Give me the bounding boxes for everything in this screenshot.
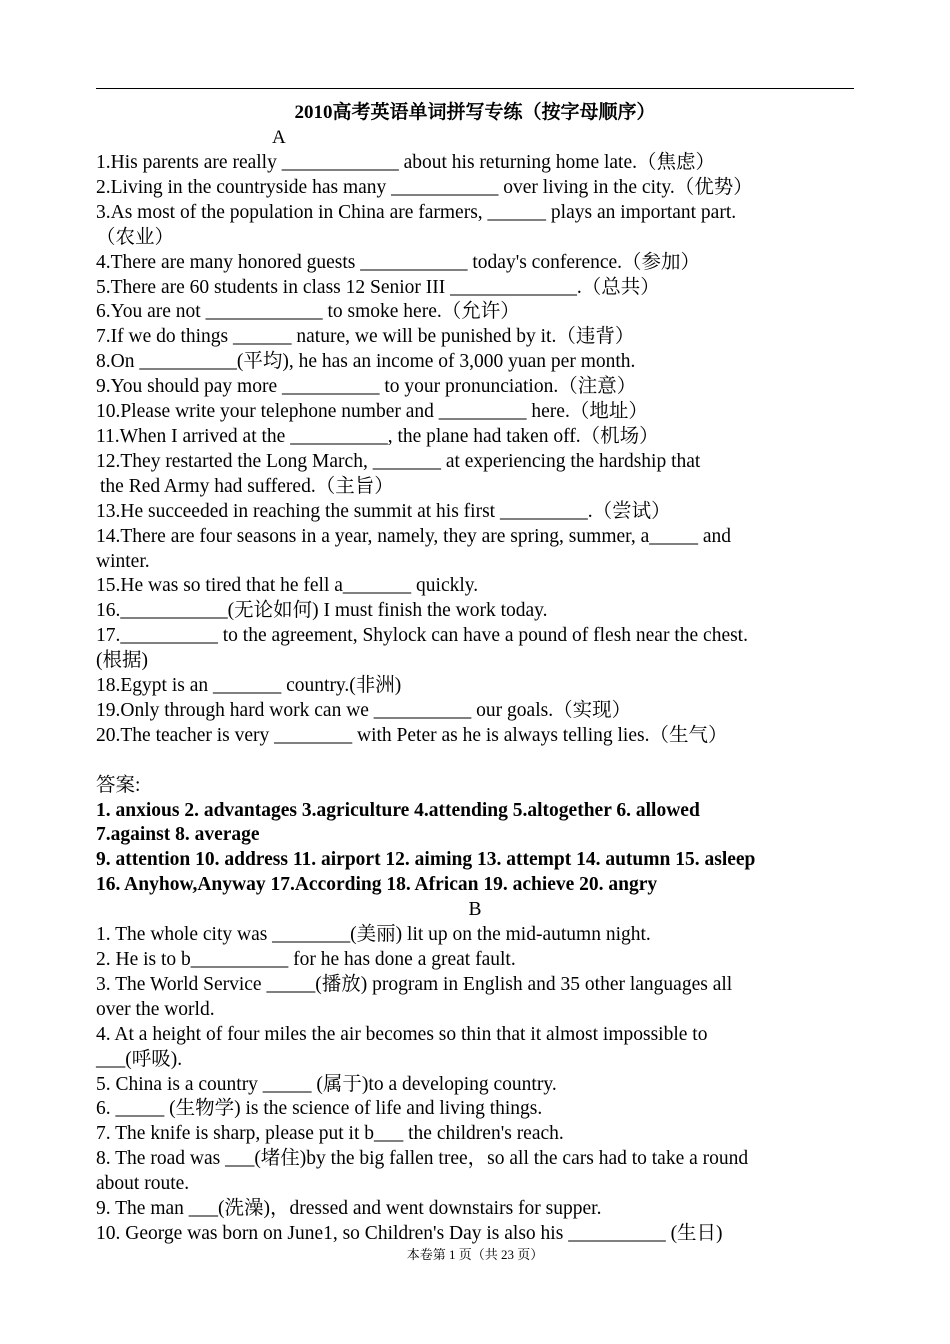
answers-line-1: 1. anxious 2. advantages 3.agriculture 4.attending 5.altogether 6. allowed — [96, 799, 700, 821]
spacer — [96, 749, 854, 774]
question-a-8: 8.On __________(平均), he has an income of 3,000 yuan per month. — [96, 351, 636, 373]
question-b-9: 9. The man ___(洗澡)，dressed and went downstairs for supper. — [96, 1198, 602, 1220]
question-a-18: 18.Egypt is an _______ country.(非洲) — [96, 675, 402, 697]
question-b-3-cont: over the world. — [96, 998, 215, 1020]
question-a-12: 12.They restarted the Long March, _______ at experiencing the hardship that — [96, 450, 701, 472]
question-b-8: 8. The road was ___(堵住)by the big fallen tree，so all the cars had to take a round — [96, 1148, 749, 1170]
question-b-3: 3. The World Service _____(播放) program in English and 35 other languages all — [96, 973, 733, 995]
question-a-2: 2.Living in the countryside has many ___________ over living in the city.（优势） — [96, 176, 753, 198]
question-b-10: 10. George was born on June1, so Children's Day is also his __________ (生日) — [96, 1222, 723, 1244]
question-a-5: 5.There are 60 students in class 12 Senior III _____________.（总共） — [96, 276, 660, 298]
document-title: 2010高考英语单词拼写专练（按字母顺序） — [294, 102, 656, 123]
question-a-15: 15.He was so tired that he fell a_______ quickly. — [96, 575, 479, 597]
page-footer: 本卷第 1 页（共 23 页） — [406, 1247, 544, 1262]
question-a-7: 7.If we do things ______ nature, we will be punished by it.（违背） — [96, 326, 635, 348]
document-body — [96, 151, 854, 1247]
question-a-17-hint: (根据) — [96, 650, 148, 672]
question-b-4-cont: ___(呼吸). — [96, 1048, 183, 1070]
question-b-4: 4. At a height of four miles the air becomes so thin that it almost impossible to — [96, 1023, 708, 1045]
question-b-1: 1. The whole city was ________(美丽) lit up on the mid-autumn night. — [96, 924, 651, 946]
question-a-16: 16.___________(无论如何) I must finish the work today. — [96, 600, 548, 622]
question-a-12-cont: the Red Army had suffered.（主旨） — [100, 475, 394, 497]
question-a-13: 13.He succeeded in reaching the summit at his first _________.（尝试） — [96, 500, 671, 522]
question-a-14-cont: winter. — [96, 550, 150, 572]
question-a-11: 11.When I arrived at the __________, the plane had taken off.（机场） — [96, 425, 659, 447]
question-a-10: 10.Please write your telephone number and _________ here.（地址） — [96, 401, 648, 423]
question-a-14: 14.There are four seasons in a year, namely, they are spring, summer, a_____ and — [96, 525, 732, 547]
answers-line-3: 9. attention 10. address 11. airport 12. aiming 13. attempt 14. autumn 15. asleep — [96, 849, 756, 871]
answers-line-4: 16. Anyhow,Anyway 17.According 18. African 19. achieve 20. angry — [96, 874, 658, 896]
question-a-20: 20.The teacher is very ________ with Peter as he is always telling lies.（生气） — [96, 724, 728, 746]
section-a-heading: A — [272, 127, 286, 148]
question-a-4: 4.There are many honored guests ___________ today's conference.（参加） — [96, 251, 701, 273]
question-b-2: 2. He is to b__________ for he has done a great fault. — [96, 948, 516, 970]
question-a-1: 1.His parents are really ____________ about his returning home late.（焦虑） — [96, 152, 715, 173]
question-a-6: 6.You are not ____________ to smoke here.（允许） — [96, 301, 520, 323]
question-a-17: 17.__________ to the agreement, Shylock can have a pound of flesh near the chest. — [96, 625, 748, 647]
question-a-9: 9.You should pay more __________ to your pronunciation.（注意） — [96, 376, 637, 398]
question-a-19: 19.Only through hard work can we __________ our goals.（实现） — [96, 699, 632, 721]
section-b-heading: B — [468, 899, 482, 921]
question-b-6: 6. _____ (生物学) is the science of life and living things. — [96, 1098, 543, 1120]
header-rule — [96, 88, 854, 89]
answers-line-2: 7.against 8. average — [96, 824, 260, 846]
question-a-3: 3.As most of the population in China are farmers, ______ plays an important part. — [96, 201, 737, 223]
question-b-8-cont: about route. — [96, 1173, 190, 1195]
answers-label: 答案: — [96, 774, 141, 796]
question-a-3-hint: （农业） — [96, 226, 175, 248]
question-b-7: 7. The knife is sharp, please put it b___ the children's reach. — [96, 1123, 564, 1145]
question-b-5: 5. China is a country _____ (属于)to a developing country. — [96, 1073, 557, 1095]
